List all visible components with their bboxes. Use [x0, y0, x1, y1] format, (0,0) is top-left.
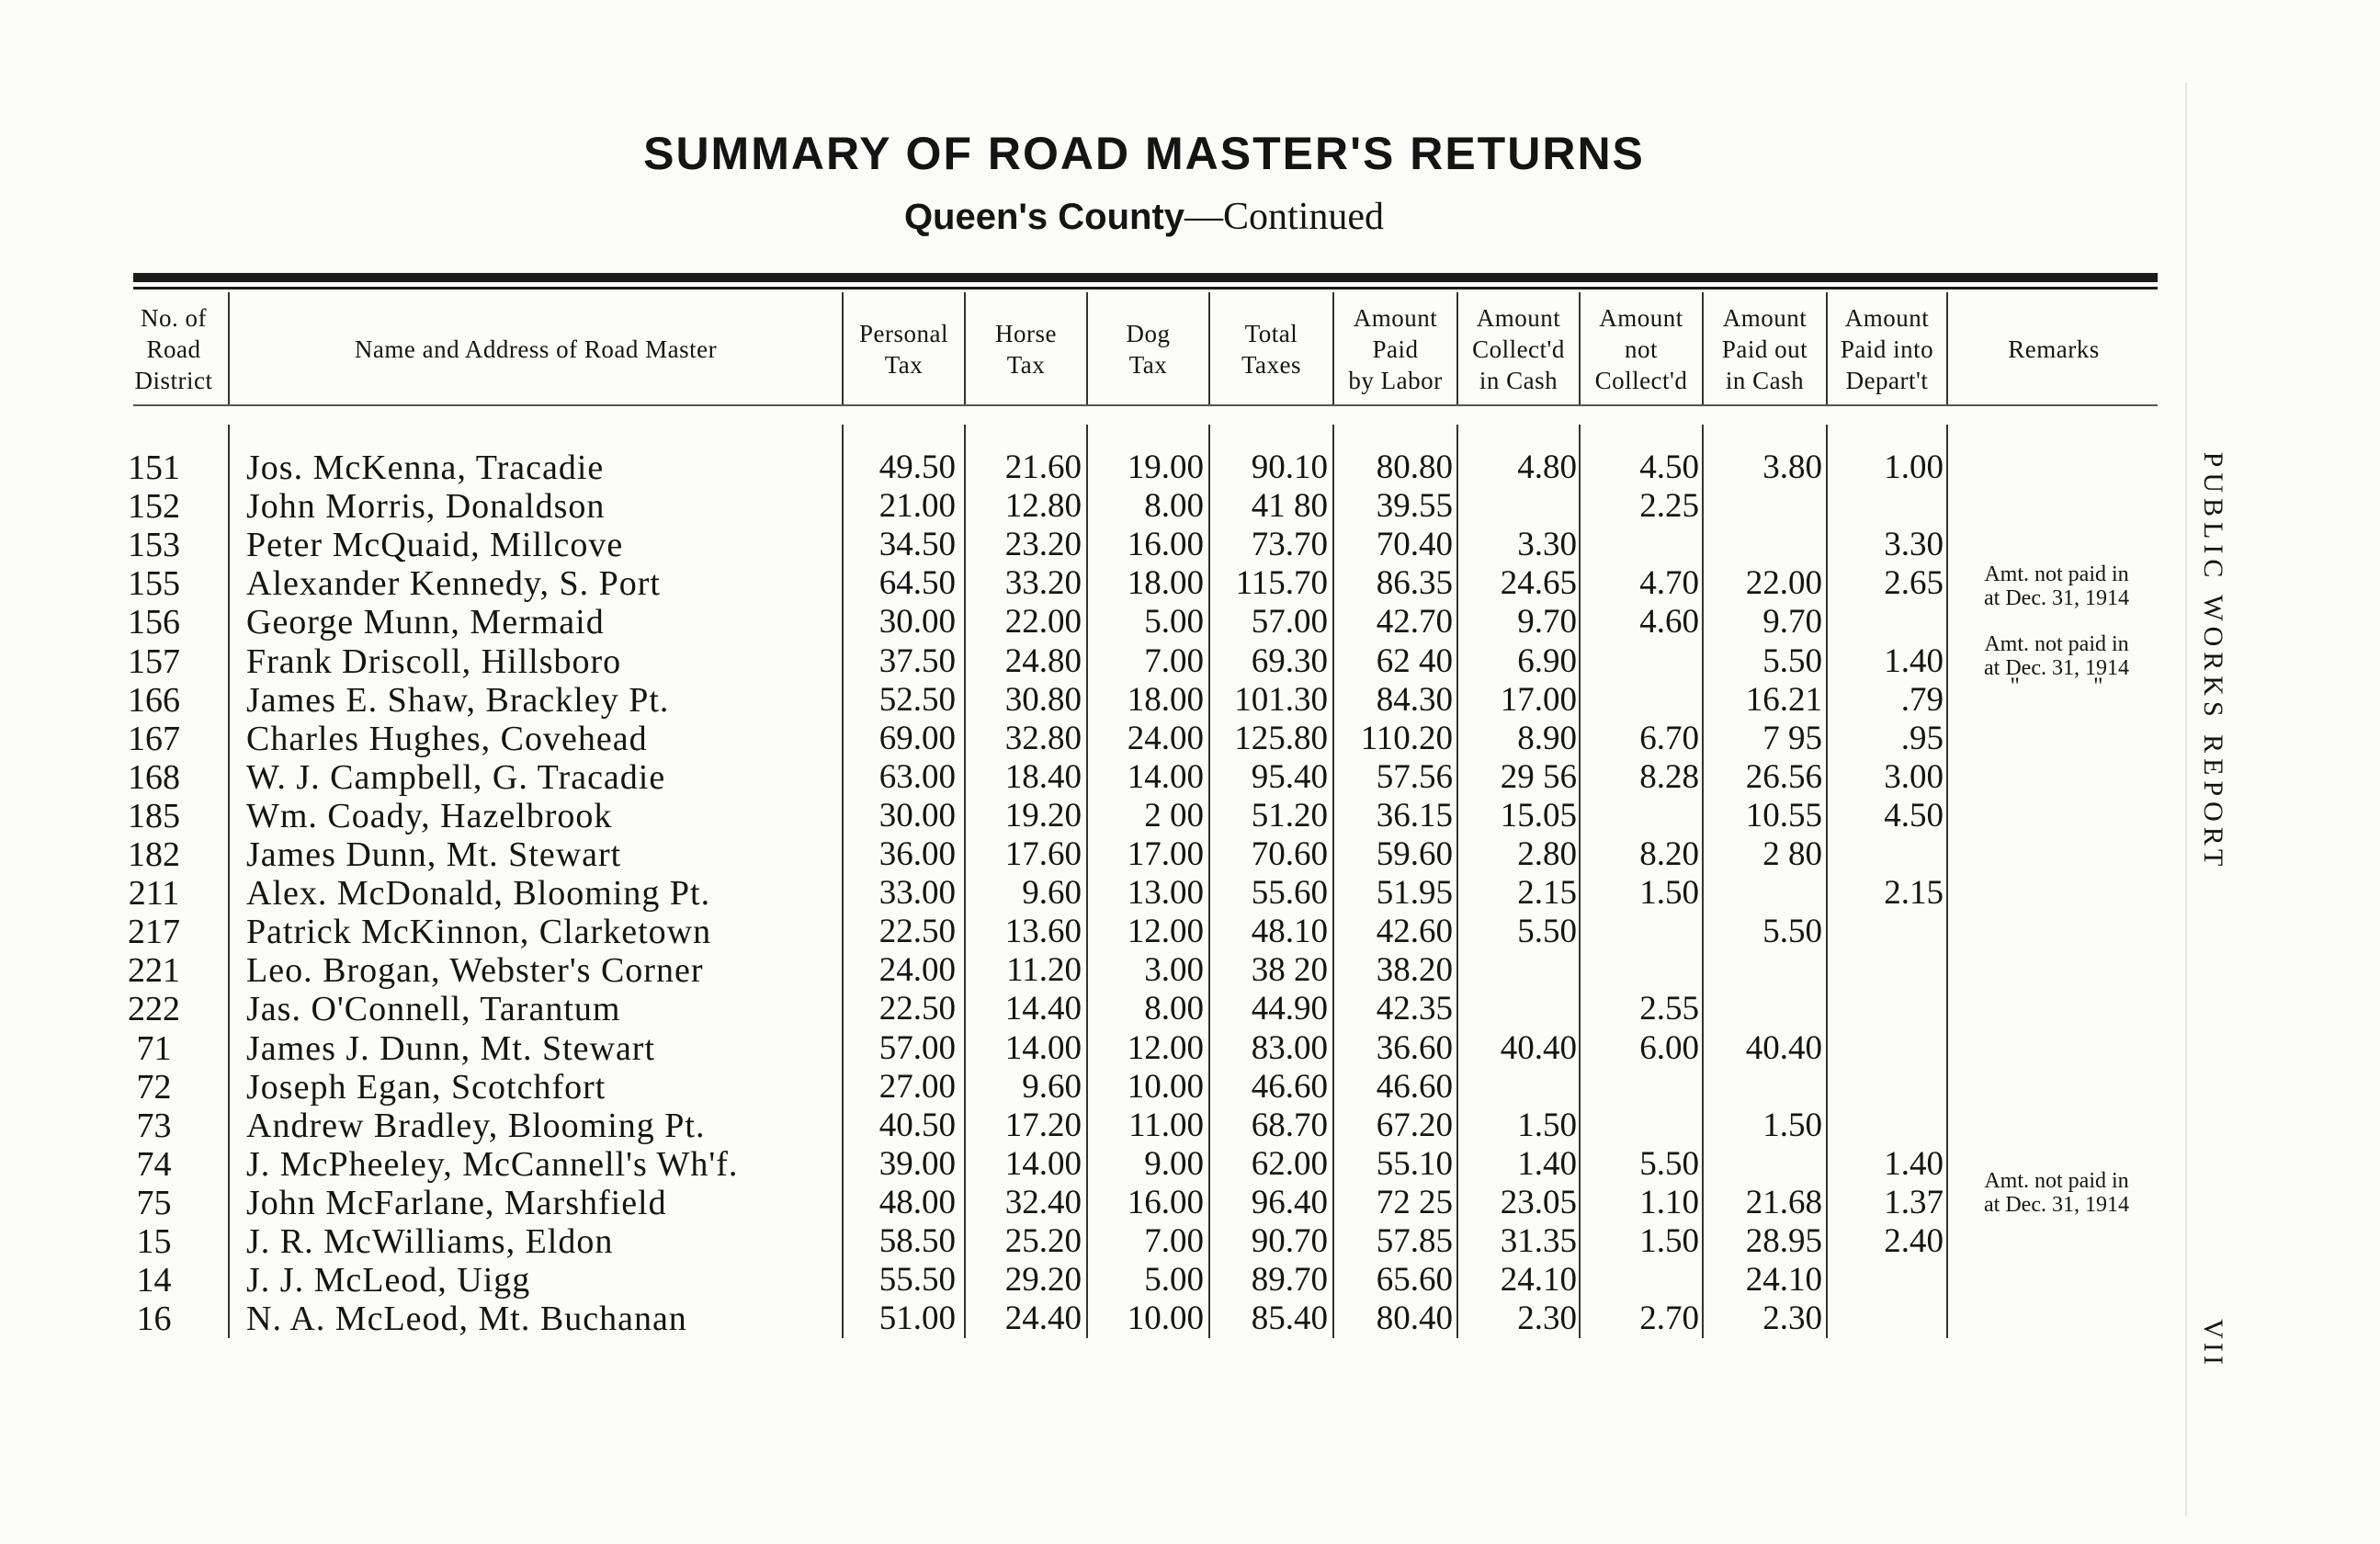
personal-tax-cell: 40.50: [878, 1106, 956, 1144]
ditto-mark: ": [2093, 673, 2103, 699]
not-collected-cell: 6.00: [1639, 1028, 1699, 1067]
paid-into-department-cell: [1829, 487, 1944, 526]
total-taxes-cell: 68.70: [1251, 1106, 1328, 1144]
collected-in-cash-cell: [1459, 487, 1577, 526]
paid-into-department-cell: 4.50: [1884, 796, 1944, 834]
header-rule: [133, 404, 2158, 406]
total-taxes-cell: 115.70: [1235, 564, 1328, 603]
road-district-cell: 152: [128, 487, 180, 527]
table-row: [0, 1107, 2380, 1145]
paid-out-in-cash-cell: 2 80: [1762, 835, 1822, 873]
paid-by-labor-cell: 57.56: [1376, 757, 1453, 796]
road-district-cell: 74: [136, 1144, 172, 1184]
road-district-cell: 155: [128, 564, 180, 604]
collected-in-cash-cell: [1459, 990, 1577, 1028]
paid-by-labor-cell: 39.55: [1376, 487, 1453, 526]
collected-in-cash-cell: 17.00: [1500, 680, 1577, 719]
road-master-cell: Alexander Kennedy, S. Port: [246, 564, 661, 604]
road-district-cell: 168: [128, 757, 180, 797]
paid-out-in-cash-cell: 1.50: [1762, 1106, 1822, 1144]
horse-tax-cell: 14.00: [1004, 1028, 1082, 1067]
remark-row-157: Amt. not paid in at Dec. 31, 1914: [1984, 632, 2129, 680]
personal-tax-cell: 51.00: [878, 1300, 956, 1338]
total-taxes-cell: 46.60: [1251, 1067, 1328, 1106]
table-row: [0, 835, 2380, 874]
paid-into-department-cell: 1.00: [1884, 448, 1944, 486]
total-taxes-cell: 57.00: [1251, 603, 1328, 641]
paid-by-labor-cell: 42.35: [1376, 990, 1453, 1028]
paid-into-department-cell: .95: [1900, 719, 1944, 757]
horse-tax-cell: 14.00: [1004, 1144, 1082, 1183]
personal-tax-cell: 58.50: [878, 1222, 956, 1260]
dog-tax-cell: 8.00: [1144, 990, 1204, 1028]
paid-by-labor-cell: 36.60: [1376, 1028, 1453, 1067]
paid-into-department-cell: [1829, 913, 1944, 951]
total-taxes-cell: 101.30: [1234, 680, 1328, 719]
table-row: [0, 913, 2380, 951]
horse-tax-cell: 30.80: [1004, 680, 1082, 719]
horse-tax-cell: 33.20: [1004, 564, 1082, 603]
subtitle-dash: —: [1184, 196, 1224, 238]
personal-tax-cell: 63.00: [878, 757, 956, 796]
remark-row-166-ditto: [1946, 673, 2167, 700]
total-taxes-cell: 38 20: [1251, 951, 1328, 990]
paid-into-department-cell: .79: [1900, 680, 1944, 719]
dog-tax-cell: 14.00: [1127, 757, 1204, 796]
not-collected-cell: [1581, 1261, 1699, 1300]
header-total-taxes: Total Taxes: [1241, 320, 1302, 379]
road-master-cell: J. McPheeley, McCannell's Wh'f.: [246, 1144, 739, 1184]
not-collected-cell: 4.60: [1639, 603, 1699, 641]
total-taxes-cell: 70.60: [1251, 835, 1328, 873]
not-collected-cell: 2.25: [1639, 487, 1699, 526]
dog-tax-cell: 18.00: [1127, 564, 1204, 603]
road-master-cell: James Dunn, Mt. Stewart: [246, 835, 622, 874]
total-taxes-cell: 48.10: [1251, 913, 1328, 951]
paid-by-labor-cell: 80.80: [1376, 448, 1453, 486]
horse-tax-cell: 24.80: [1004, 641, 1082, 680]
header-not-collected: Amount not Collect'd: [1594, 304, 1688, 394]
page-number: VII: [2198, 1319, 2228, 1368]
total-taxes-cell: 96.40: [1251, 1183, 1328, 1221]
paid-by-labor-cell: 59.60: [1376, 835, 1453, 873]
not-collected-cell: 6.70: [1639, 719, 1699, 757]
horse-tax-cell: 12.80: [1004, 487, 1082, 526]
total-taxes-cell: 44.90: [1251, 990, 1328, 1028]
paid-by-labor-cell: 86.35: [1376, 564, 1453, 603]
subtitle-continued: Continued: [1223, 196, 1385, 238]
dog-tax-cell: 7.00: [1144, 641, 1204, 680]
paid-out-in-cash-cell: [1705, 487, 1822, 526]
table-row: [0, 758, 2380, 797]
paid-into-department-cell: 2.65: [1884, 564, 1944, 603]
total-taxes-cell: 125.80: [1234, 719, 1328, 757]
paid-into-department-cell: [1829, 1261, 1944, 1300]
header-name-address: Name and Address of Road Master: [354, 335, 718, 363]
personal-tax-cell: 55.50: [878, 1261, 956, 1300]
collected-in-cash-cell: 24.10: [1500, 1261, 1577, 1300]
paid-into-department-cell: [1829, 1068, 1944, 1107]
not-collected-cell: 4.50: [1639, 448, 1699, 486]
dog-tax-cell: 13.00: [1127, 874, 1204, 913]
horse-tax-cell: 17.60: [1004, 835, 1082, 873]
table-row: [0, 448, 2380, 487]
collected-in-cash-cell: [1459, 1068, 1577, 1107]
paid-by-labor-cell: 72 25: [1376, 1183, 1453, 1221]
not-collected-cell: [1581, 913, 1699, 951]
paid-out-in-cash-cell: 22.00: [1745, 564, 1822, 603]
remark-row-75: Amt. not paid in at Dec. 31, 1914: [1984, 1169, 2129, 1217]
road-district-cell: 71: [136, 1028, 172, 1068]
road-district-cell: 73: [136, 1106, 172, 1145]
horse-tax-cell: 9.60: [1022, 874, 1082, 913]
paid-out-in-cash-cell: [1705, 526, 1822, 564]
total-taxes-cell: 69.30: [1251, 641, 1328, 680]
personal-tax-cell: 27.00: [878, 1067, 956, 1106]
road-master-cell: John McFarlane, Marshfield: [246, 1183, 667, 1222]
paid-by-labor-cell: 55.10: [1376, 1144, 1453, 1183]
road-master-cell: Andrew Bradley, Blooming Pt.: [246, 1106, 706, 1145]
dog-tax-cell: 19.00: [1127, 448, 1204, 486]
collected-in-cash-cell: 3.30: [1517, 526, 1577, 564]
paid-out-in-cash-cell: 26.56: [1745, 757, 1822, 796]
road-master-cell: Alex. McDonald, Blooming Pt.: [246, 874, 711, 914]
total-taxes-cell: 62.00: [1251, 1144, 1328, 1183]
dog-tax-cell: 7.00: [1144, 1222, 1204, 1260]
collected-in-cash-cell: 29 56: [1500, 757, 1577, 796]
horse-tax-cell: 13.60: [1004, 913, 1082, 951]
not-collected-cell: 8.20: [1639, 835, 1699, 873]
not-collected-cell: [1581, 681, 1699, 720]
not-collected-cell: [1581, 1107, 1699, 1145]
road-district-cell: 167: [128, 719, 180, 758]
road-district-cell: 72: [136, 1067, 172, 1107]
horse-tax-cell: 21.60: [1004, 448, 1082, 486]
road-district-cell: 217: [128, 913, 180, 952]
road-master-cell: Wm. Coady, Hazelbrook: [246, 796, 613, 835]
collected-in-cash-cell: 2.30: [1517, 1300, 1577, 1338]
collected-in-cash-cell: 2.15: [1517, 874, 1577, 913]
paid-out-in-cash-cell: 21.68: [1745, 1183, 1822, 1221]
road-district-cell: 222: [128, 990, 180, 1029]
horse-tax-cell: 32.40: [1004, 1183, 1082, 1221]
header-paid-into-department: Amount Paid into Depart't: [1840, 304, 1934, 394]
personal-tax-cell: 34.50: [878, 526, 956, 564]
horse-tax-cell: 23.20: [1004, 526, 1082, 564]
table-row: [0, 990, 2380, 1028]
paid-by-labor-cell: 42.60: [1376, 913, 1453, 951]
table-row: [0, 951, 2380, 990]
dog-tax-cell: 18.00: [1127, 680, 1204, 719]
horse-tax-cell: 18.40: [1004, 757, 1082, 796]
horse-tax-cell: 24.40: [1004, 1300, 1082, 1338]
horse-tax-cell: 29.20: [1004, 1261, 1082, 1300]
page-subtitle: [0, 195, 2288, 239]
road-district-cell: 151: [128, 448, 180, 487]
horse-tax-cell: 25.20: [1004, 1222, 1082, 1260]
dog-tax-cell: 17.00: [1127, 835, 1204, 873]
header-personal-tax: Personal Tax: [859, 320, 948, 379]
paid-out-in-cash-cell: [1705, 990, 1822, 1028]
road-master-cell: W. J. Campbell, G. Tracadie: [246, 757, 666, 797]
collected-in-cash-cell: 1.40: [1517, 1144, 1577, 1183]
collected-in-cash-cell: 9.70: [1517, 603, 1577, 641]
collected-in-cash-cell: 8.90: [1517, 719, 1577, 757]
horse-tax-cell: 19.20: [1004, 796, 1082, 834]
paid-into-department-cell: [1829, 1107, 1944, 1145]
not-collected-cell: 4.70: [1639, 564, 1699, 603]
road-master-cell: Patrick McKinnon, Clarketown: [246, 913, 712, 952]
road-district-cell: 16: [136, 1300, 172, 1339]
personal-tax-cell: 36.00: [878, 835, 956, 873]
paid-by-labor-cell: 42.70: [1376, 603, 1453, 641]
personal-tax-cell: 33.00: [878, 874, 956, 913]
road-master-cell: J. R. McWilliams, Eldon: [246, 1222, 614, 1261]
total-taxes-cell: 41 80: [1251, 487, 1328, 526]
header-dog-tax: Dog Tax: [1126, 320, 1171, 379]
paid-into-department-cell: 2.40: [1884, 1222, 1944, 1260]
paid-by-labor-cell: 36.15: [1376, 796, 1453, 834]
paid-by-labor-cell: 84.30: [1376, 680, 1453, 719]
table-row: [0, 874, 2380, 913]
paid-into-department-cell: 1.40: [1884, 1144, 1944, 1183]
not-collected-cell: 2.70: [1639, 1300, 1699, 1338]
total-taxes-cell: 85.40: [1251, 1300, 1328, 1338]
table-row: [0, 797, 2380, 835]
road-master-cell: Jas. O'Connell, Tarantum: [246, 990, 621, 1029]
not-collected-cell: 1.50: [1639, 874, 1699, 913]
not-collected-cell: 5.50: [1639, 1144, 1699, 1183]
horse-tax-cell: 22.00: [1004, 603, 1082, 641]
header-paid-by-labor: Amount Paid by Labor: [1348, 304, 1443, 394]
paid-by-labor-cell: 67.20: [1376, 1106, 1453, 1144]
collected-in-cash-cell: [1459, 951, 1577, 990]
not-collected-cell: [1581, 526, 1699, 564]
top-rule-thin: [133, 287, 2158, 290]
paid-by-labor-cell: 110.20: [1360, 719, 1453, 757]
subtitle-county: Queen's County: [903, 197, 1185, 237]
road-master-cell: Joseph Egan, Scotchfort: [246, 1067, 606, 1107]
side-running-head: PUBLIC WORKS REPORT: [2198, 451, 2228, 872]
collected-in-cash-cell: 24.65: [1500, 564, 1577, 603]
page-title: SUMMARY OF ROAD MASTER'S RETURNS: [643, 128, 1645, 179]
header-collected-in-cash: Amount Collect'd in Cash: [1472, 304, 1565, 394]
paid-into-department-cell: 2.15: [1884, 874, 1944, 913]
collected-in-cash-cell: 15.05: [1500, 796, 1577, 834]
personal-tax-cell: 24.00: [878, 951, 956, 990]
paid-out-in-cash-cell: [1705, 1068, 1822, 1107]
paid-by-labor-cell: 46.60: [1376, 1067, 1453, 1106]
personal-tax-cell: 22.50: [878, 990, 956, 1028]
collected-in-cash-cell: 4.80: [1517, 448, 1577, 486]
paid-into-department-cell: [1829, 603, 1944, 641]
dog-tax-cell: 10.00: [1127, 1300, 1204, 1338]
paid-into-department-cell: 3.30: [1884, 526, 1944, 564]
road-district-cell: 157: [128, 641, 180, 681]
header-paid-out-in-cash: Amount Paid out in Cash: [1721, 304, 1808, 394]
road-master-cell: Frank Driscoll, Hillsboro: [246, 641, 622, 681]
total-taxes-cell: 51.20: [1251, 796, 1328, 834]
paid-out-in-cash-cell: 5.50: [1762, 641, 1822, 680]
personal-tax-cell: 52.50: [878, 680, 956, 719]
total-taxes-cell: 83.00: [1251, 1028, 1328, 1067]
collected-in-cash-cell: 40.40: [1500, 1028, 1577, 1067]
horse-tax-cell: 11.20: [1006, 951, 1082, 990]
header-road-district: No. of Road District: [134, 304, 213, 394]
personal-tax-cell: 69.00: [878, 719, 956, 757]
personal-tax-cell: 22.50: [878, 913, 956, 951]
not-collected-cell: 2.55: [1639, 990, 1699, 1028]
collected-in-cash-cell: 2.80: [1517, 835, 1577, 873]
road-master-cell: James E. Shaw, Brackley Pt.: [246, 680, 670, 720]
paid-out-in-cash-cell: 28.95: [1745, 1222, 1822, 1260]
not-collected-cell: 1.10: [1639, 1183, 1699, 1221]
dog-tax-cell: 16.00: [1127, 526, 1204, 564]
paid-out-in-cash-cell: 40.40: [1745, 1028, 1822, 1067]
remark-row-155: Amt. not paid in at Dec. 31, 1914: [1984, 562, 2129, 610]
road-district-cell: 14: [136, 1261, 172, 1300]
not-collected-cell: [1581, 951, 1699, 990]
dog-tax-cell: 16.00: [1127, 1183, 1204, 1221]
paid-out-in-cash-cell: 7 95: [1762, 719, 1822, 757]
paid-into-department-cell: [1829, 1300, 1944, 1338]
paid-by-labor-cell: 38.20: [1376, 951, 1453, 990]
total-taxes-cell: 89.70: [1251, 1261, 1328, 1300]
not-collected-cell: [1581, 797, 1699, 835]
paid-into-department-cell: 3.00: [1884, 757, 1944, 796]
dog-tax-cell: 8.00: [1144, 487, 1204, 526]
road-district-cell: 166: [128, 680, 180, 720]
table-row: [0, 1300, 2380, 1338]
not-collected-cell: 8.28: [1639, 757, 1699, 796]
dog-tax-cell: 9.00: [1144, 1144, 1204, 1183]
not-collected-cell: [1581, 642, 1699, 681]
collected-in-cash-cell: 23.05: [1500, 1183, 1577, 1221]
not-collected-cell: 1.50: [1639, 1222, 1699, 1260]
dog-tax-cell: 10.00: [1127, 1067, 1204, 1106]
road-district-cell: 185: [128, 796, 180, 835]
paid-by-labor-cell: 62 40: [1376, 641, 1453, 680]
paid-out-in-cash-cell: [1705, 874, 1822, 913]
horse-tax-cell: 17.20: [1004, 1106, 1082, 1144]
horse-tax-cell: 9.60: [1022, 1067, 1082, 1106]
paid-into-department-cell: [1829, 990, 1944, 1028]
total-taxes-cell: 90.10: [1251, 448, 1328, 486]
table-row: [0, 720, 2380, 758]
collected-in-cash-cell: 1.50: [1517, 1106, 1577, 1144]
paid-by-labor-cell: 51.95: [1376, 874, 1453, 913]
paid-out-in-cash-cell: 16.21: [1745, 680, 1822, 719]
road-master-cell: Leo. Brogan, Webster's Corner: [246, 951, 704, 991]
paid-out-in-cash-cell: [1705, 1145, 1822, 1184]
paid-into-department-cell: [1829, 1029, 1944, 1068]
table-row: [0, 1222, 2380, 1261]
road-district-cell: 153: [128, 526, 180, 565]
road-district-cell: 211: [128, 874, 180, 914]
total-taxes-cell: 95.40: [1251, 757, 1328, 796]
dog-tax-cell: 3.00: [1144, 951, 1204, 990]
header-horse-tax: Horse Tax: [995, 320, 1057, 379]
road-district-cell: 75: [136, 1183, 172, 1222]
road-district-cell: 15: [136, 1222, 172, 1261]
top-rule-thick: [133, 273, 2158, 282]
personal-tax-cell: 30.00: [878, 796, 956, 834]
personal-tax-cell: 48.00: [878, 1183, 956, 1221]
personal-tax-cell: 57.00: [878, 1028, 956, 1067]
paid-out-in-cash-cell: [1705, 951, 1822, 990]
paid-into-department-cell: [1829, 951, 1944, 990]
road-master-cell: Charles Hughes, Covehead: [246, 719, 648, 758]
personal-tax-cell: 64.50: [878, 564, 956, 603]
road-master-cell: John Morris, Donaldson: [246, 487, 606, 527]
paid-by-labor-cell: 65.60: [1376, 1261, 1453, 1300]
paid-out-in-cash-cell: 9.70: [1762, 603, 1822, 641]
paid-by-labor-cell: 70.40: [1376, 526, 1453, 564]
paid-out-in-cash-cell: 2.30: [1762, 1300, 1822, 1338]
not-collected-cell: [1581, 1068, 1699, 1107]
table-row: [0, 1029, 2380, 1068]
road-district-cell: 221: [128, 951, 180, 991]
table-row: [0, 526, 2380, 564]
road-master-cell: J. J. McLeod, Uigg: [246, 1261, 531, 1300]
paid-by-labor-cell: 57.85: [1376, 1222, 1453, 1260]
dog-tax-cell: 5.00: [1144, 603, 1204, 641]
ditto-mark: ": [2010, 673, 2020, 699]
table-row: [0, 1261, 2380, 1300]
dog-tax-cell: 2 00: [1144, 796, 1204, 834]
table-row: [0, 1068, 2380, 1107]
dog-tax-cell: 12.00: [1127, 913, 1204, 951]
dog-tax-cell: 24.00: [1127, 719, 1204, 757]
paid-out-in-cash-cell: 3.80: [1762, 448, 1822, 486]
personal-tax-cell: 21.00: [878, 487, 956, 526]
paid-out-in-cash-cell: 10.55: [1745, 796, 1822, 834]
total-taxes-cell: 55.60: [1251, 874, 1328, 913]
paid-out-in-cash-cell: 24.10: [1745, 1261, 1822, 1300]
road-master-cell: James J. Dunn, Mt. Stewart: [246, 1028, 656, 1068]
road-district-cell: 156: [128, 603, 180, 642]
dog-tax-cell: 12.00: [1127, 1028, 1204, 1067]
horse-tax-cell: 14.40: [1004, 990, 1082, 1028]
road-master-cell: Peter McQuaid, Millcove: [246, 526, 624, 565]
dog-tax-cell: 11.00: [1128, 1106, 1204, 1144]
paid-into-department-cell: 1.40: [1884, 641, 1944, 680]
collected-in-cash-cell: 6.90: [1517, 641, 1577, 680]
header-remarks: Remarks: [2008, 335, 2100, 363]
road-master-cell: Jos. McKenna, Tracadie: [246, 448, 605, 487]
collected-in-cash-cell: 5.50: [1517, 913, 1577, 951]
road-master-cell: George Munn, Mermaid: [246, 603, 605, 642]
personal-tax-cell: 30.00: [878, 603, 956, 641]
table-row: [0, 487, 2380, 526]
paid-into-department-cell: 1.37: [1884, 1183, 1944, 1221]
dog-tax-cell: 5.00: [1144, 1261, 1204, 1300]
total-taxes-cell: 90.70: [1251, 1222, 1328, 1260]
personal-tax-cell: 37.50: [878, 641, 956, 680]
total-taxes-cell: 73.70: [1251, 526, 1328, 564]
road-master-cell: N. A. McLeod, Mt. Buchanan: [246, 1300, 687, 1339]
collected-in-cash-cell: 31.35: [1500, 1222, 1577, 1260]
paid-by-labor-cell: 80.40: [1376, 1300, 1453, 1338]
paid-out-in-cash-cell: 5.50: [1762, 913, 1822, 951]
horse-tax-cell: 32.80: [1004, 719, 1082, 757]
personal-tax-cell: 39.00: [878, 1144, 956, 1183]
road-district-cell: 182: [128, 835, 180, 874]
paid-into-department-cell: [1829, 835, 1944, 874]
personal-tax-cell: 49.50: [878, 448, 956, 486]
